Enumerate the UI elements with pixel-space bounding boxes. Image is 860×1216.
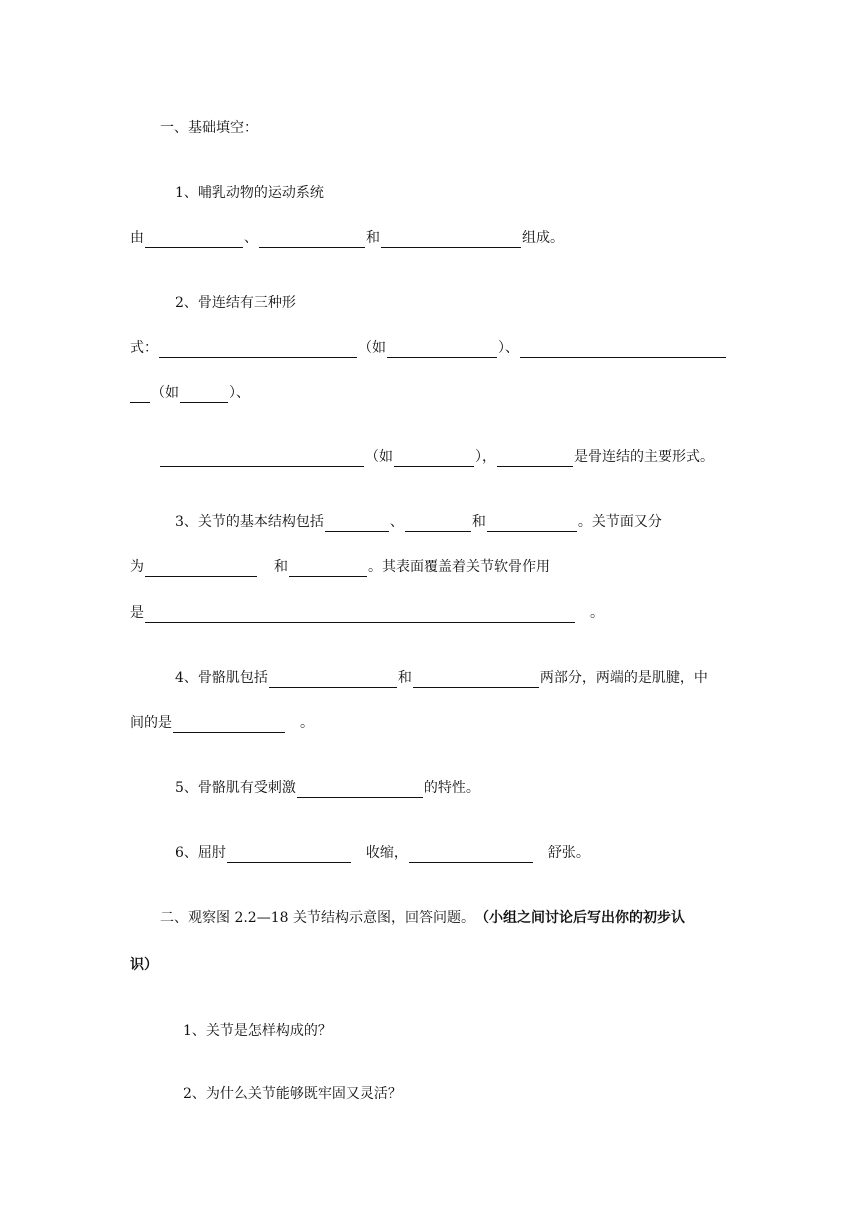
q4-line2: 间的是 。 — [130, 715, 314, 731]
answer-blank[interactable] — [160, 451, 364, 467]
section2-q2: 2、为什么关节能够既牢固又灵活？ — [183, 1086, 402, 1102]
answer-blank[interactable] — [289, 561, 367, 577]
answer-blank[interactable] — [381, 232, 521, 248]
section2-heading: 二、观察图 2.2—18 关节结构示意图，回答问题。 （小组之间讨论后写出你的初步认 — [160, 910, 685, 926]
q1-line1: 1、哺乳动物的运动系统 — [175, 185, 324, 201]
answer-blank[interactable] — [180, 387, 228, 403]
answer-blank[interactable] — [130, 387, 150, 403]
answer-blank[interactable] — [387, 342, 497, 358]
section2-heading-cont: 识） — [130, 957, 158, 973]
section2-q1: 1、关节是怎样构成的？ — [183, 1023, 332, 1039]
answer-blank[interactable] — [409, 847, 533, 863]
answer-blank[interactable] — [159, 342, 357, 358]
answer-blank[interactable] — [227, 847, 351, 863]
answer-blank[interactable] — [145, 607, 575, 623]
answer-blank[interactable] — [413, 672, 539, 688]
q5-line: 5、骨骼肌有受刺激 的特性。 — [175, 780, 480, 796]
answer-blank[interactable] — [487, 516, 577, 532]
q2-line2: 式： （如 ）、 — [130, 338, 727, 358]
q2-line4: （如 ）， 是骨连结的主要形式。 — [160, 447, 714, 467]
answer-blank[interactable] — [173, 717, 285, 733]
q3-line3: 是 。 — [130, 605, 604, 621]
section1-heading: 一、基础填空： — [160, 120, 258, 136]
section2-bold-note: （小组之间讨论后写出你的初步认 — [474, 910, 685, 926]
answer-blank[interactable] — [520, 342, 726, 358]
q4-line1: 4、骨骼肌包括 和 两部分，两端的是肌腱，中 — [175, 670, 708, 686]
answer-blank[interactable] — [497, 451, 573, 467]
answer-blank[interactable] — [145, 232, 243, 248]
answer-blank[interactable] — [325, 516, 389, 532]
q3-line1: 3、关节的基本结构包括 、 和 。关节面又分 — [175, 514, 662, 530]
answer-blank[interactable] — [297, 782, 423, 798]
q2-line3: （如 ）、 — [130, 383, 250, 403]
answer-blank[interactable] — [269, 672, 397, 688]
q6-line: 6、屈肘 收缩， 舒张。 — [175, 845, 590, 861]
q2-line1: 2、骨连结有三种形 — [175, 295, 296, 311]
q3-line2: 为 和 。其表面覆盖着关节软骨作用 — [130, 559, 550, 575]
answer-blank[interactable] — [405, 516, 471, 532]
answer-blank[interactable] — [394, 451, 474, 467]
answer-blank[interactable] — [145, 561, 257, 577]
answer-blank[interactable] — [259, 232, 365, 248]
q1-line2: 由 、 和 组成。 — [130, 230, 564, 246]
